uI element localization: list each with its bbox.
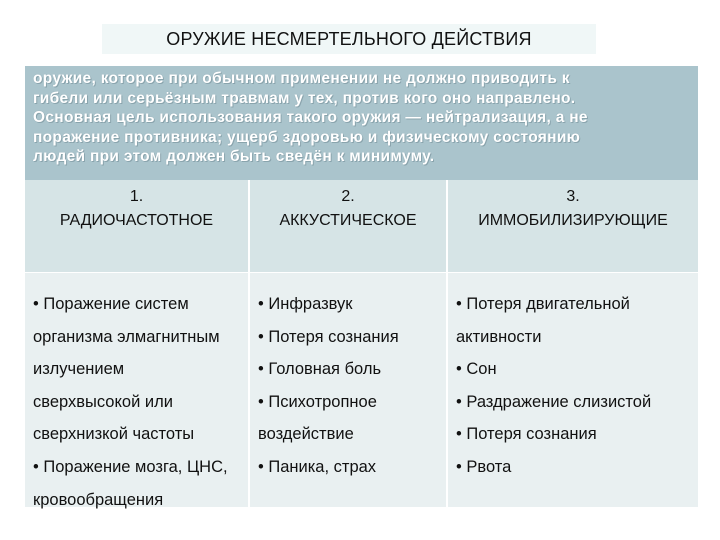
definition-line: оружие, которое при обычном применении не должно приводить к	[33, 70, 570, 87]
list-item: • Поражение систем	[33, 295, 189, 313]
list-item: • Инфразвук	[258, 295, 353, 313]
weapon-types-table	[25, 180, 698, 507]
column-header	[448, 185, 698, 233]
list-item: сверхвысокой или	[33, 392, 173, 411]
list-item: • Сон	[456, 360, 497, 379]
definition-line: Основная цель использования такого оружия — нейтрализация, а не	[33, 109, 588, 126]
list-item: • Потеря двигательной	[456, 295, 630, 313]
list-item: • Головная боль	[258, 360, 382, 379]
column-title: ИММОБИЛИЗИРУЮЩИЕ	[478, 212, 668, 229]
list-item: активности	[456, 327, 542, 346]
definition-text	[25, 66, 698, 180]
list-item: • Потеря сознания	[456, 425, 597, 444]
list-item: излучением	[33, 360, 125, 379]
effects-list	[456, 288, 698, 484]
column-header	[250, 185, 446, 233]
list-item: • Раздражение слизистой	[456, 392, 652, 411]
column-immobilizing	[448, 180, 698, 507]
list-item: кровообращения	[33, 490, 164, 509]
list-item: сверхнизкой частоты	[33, 425, 195, 444]
column-title: РАДИОЧАСТОТНОЕ	[59, 212, 214, 229]
list-item: • Потеря сознания	[258, 327, 399, 346]
definition-line: поражение противника; ущерб здоровью и физическому состоянию	[33, 128, 581, 146]
column-number: 2.	[341, 188, 355, 205]
list-item: воздействие	[258, 425, 354, 444]
column-header	[25, 185, 248, 233]
column-number: 3.	[566, 188, 580, 205]
definition-line: людей при этом должен быть сведён к минимуму.	[33, 148, 435, 165]
list-item: • Паника, страх	[258, 457, 377, 476]
definition-line: гибели или серьёзным травмам у тех, против кого оно направлено.	[33, 89, 576, 107]
list-item: организма элмагнитным	[33, 327, 220, 346]
effects-list	[33, 288, 248, 516]
column-title: АККУСТИЧЕСКОЕ	[279, 212, 417, 229]
effects-list	[258, 288, 446, 484]
column-acoustic	[250, 180, 446, 507]
page-title: ОРУЖИЕ НЕСМЕРТЕЛЬНОГО ДЕЙСТВИЯ	[102, 24, 596, 54]
column-number: 1.	[129, 188, 144, 205]
list-item: • Поражение мозга, ЦНС,	[33, 457, 228, 476]
column-radiofrequency	[25, 180, 248, 507]
list-item: • Психотропное	[258, 392, 377, 411]
list-item: • Рвота	[456, 457, 512, 476]
